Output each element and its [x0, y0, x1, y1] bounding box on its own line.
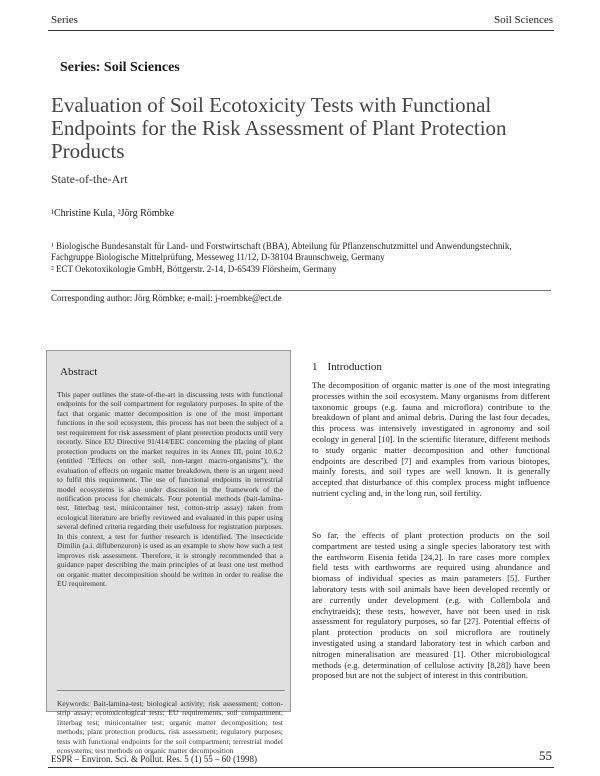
running-header-left: Series: [51, 14, 78, 26]
article-subtitle: State-of-the-Art: [51, 172, 128, 186]
abstract-heading: Abstract: [60, 366, 98, 378]
header-rule: [48, 30, 554, 31]
author-list: ¹Christine Kula, ²Jörg Römbke: [51, 208, 175, 219]
abstract-text: This paper outlines the state-of-the-art in discussing tests with functional endpoints for the soil compartment for regulatory purposes. In spite of the fact that organic matter decomposition is one of the most important functions in the soil ecosystem, this process has not been the subject of a test requirement for risk assessment of plant protection products until very recently. Since EU Directive 91/414/EEC concerning the placing of plant protection products on the market requires in its Annex III, point 10.6.2 (entitled "Effects on other soil, non-target macro-organisms"), the evaluation of effects on organic matter breakdown, there is an urgent need to fulfil this requirement. The use of functional endpoints in terrestrial model ecosystems is also under discussion in the framework of the notification process for chemicals. Four potential methods (bait-lamina-test, litterbag test, minicontainer test, cotton-strip assay) taken from ecological literature are briefly reviewed and evaluated in this paper using several defined criteria regarding their usefulness for registration purposes. In this context, a test for further research is identified. The insecticide Dimilin (a.i. diflubenzuron) is used as an example to show how such a test improves risk assessment. Therefore, it is strongly recommended that a guidance paper describing the main principles of at least one test method on organic matter decomposition should be written in order to realise the EU requirement.: [57, 390, 283, 589]
footer-rule: [48, 767, 554, 768]
keywords-rule: [57, 690, 285, 691]
corresponding-author: Corresponding author: Jörg Römbke; e-mail: j-roembke@ect.de: [51, 293, 282, 303]
page-number: 55: [539, 748, 552, 763]
running-header-right: Soil Sciences: [494, 14, 553, 26]
section-number: 1: [312, 361, 318, 373]
affiliation-1: ¹ Biologische Bundesanstalt für Land- und Forstwirtschaft (BBA), Abteilung für Pflanzenschutzmittel und Anwendungstechnik, Fachgruppe Biologische Mittelprüfung, Messeweg 11/12, D-38104 Braunschweig, Germany: [51, 241, 512, 262]
corresponding-rule: [51, 290, 551, 291]
keywords: Keywords: Bait-lamina-test; biological activity; risk assessment; cotton-strip assay; ecotoxicological tests; EU requirements, soil compartment; litterbag test; minicontainer test; organic matter decomposition; test methods; plant protection products, risk assessment; regulatory purposes; tests with functional endpoints for the soil compartment; terrestrial model ecosystems; test methods on organic matter decomposition: [57, 699, 283, 756]
journal-footer: ESPR – Environ. Sci. & Pollut. Res. 5 (1) 55 – 60 (1998): [51, 754, 258, 764]
intro-paragraph-2: So far, the effects of plant protection products on the soil compartment are tested using a single species laboratory test with the earthworm Eisenia fetida [24,2]. In rare cases more complex field tests with earthworms are required using abundance and biomass of individual species as main parameters [5]. Further laboratory tests with soil animals have been developed recently or are currently under development (e.g. with Collembola and enchytraeids); these tests, however, have not been used in risk assessment for regulatory purposes, so far [27]. Potential effects of plant protection products on soil microflora are routinely investigated using a standard laboratory test in which carbon and nitrogen mineralisation are measured [1]. Other microbiological methods (e.g. determination of cellulose activity [8,28]) have been proposed but are not the subject of interest in this contribution.: [312, 530, 550, 681]
section-title: Introduction: [327, 361, 382, 373]
section-heading-introduction: [312, 361, 382, 373]
article-title: Evaluation of Soil Ecotoxicity Tests with Functional Endpoints for the Risk Assessment of Plant Protection Products: [51, 93, 507, 163]
intro-paragraph-1: The decomposition of organic matter is one of the most integrating processes within the soil ecosystem. Many organisms from different taxonomic groups (e.g. fauna and microflora) contribute to the breakdown of plant and animal debris. During the last four decades, this process was intensively investigated in agronomy and soil ecology in general [10]. In the scientific literature, different methods to study organic matter decomposition and other functional endpoints are described [7] and examples from various biotopes, mainly forests, and soil types are well known. It is generally accepted that disturbance of this complex process might influence nutrient cycling and, in the long run, soil fertility.: [312, 380, 550, 498]
affiliation-2: ² ECT Oekotoxikologie GmbH, Böttgerstr. 2-14, D-65439 Flörsheim, Germany: [51, 264, 337, 274]
series-label: Series: Soil Sciences: [60, 60, 180, 75]
